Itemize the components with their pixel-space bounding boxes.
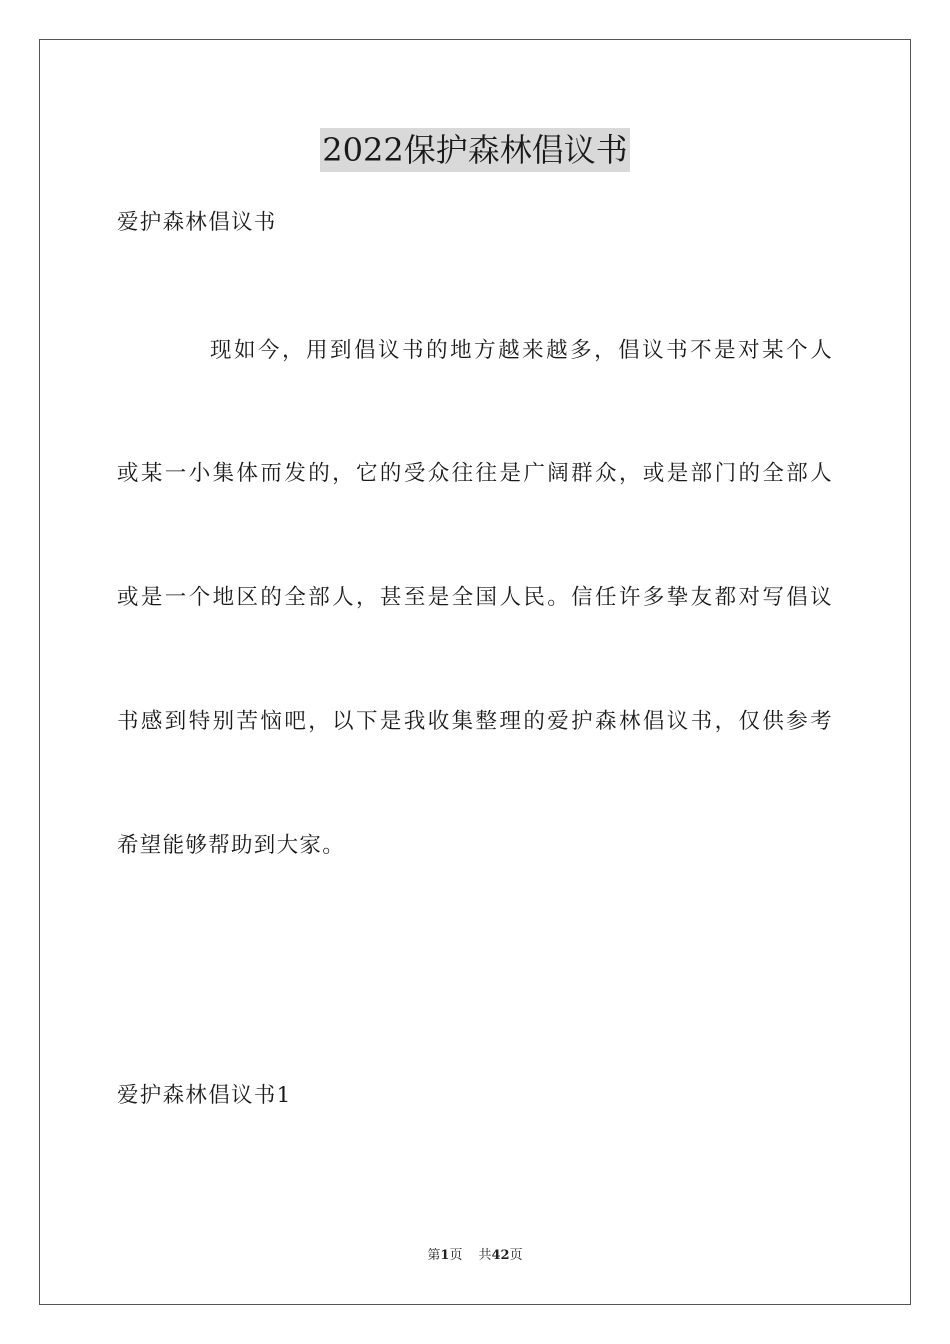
footer-total-suffix: 页 [509, 1248, 523, 1263]
document-title [0, 128, 950, 172]
footer-total-prefix: 共 [478, 1248, 492, 1263]
section-heading: 爱护森林倡议书1 [117, 1083, 292, 1108]
paragraph-line-5: 希望能够帮助到大家。 [117, 833, 346, 858]
footer-page-suffix: 页 [449, 1248, 463, 1263]
paragraph-line-1: 现如今，用到倡议书的地方越来越多，倡议书不是对某个人 [210, 338, 833, 363]
document-title-text: 2022保护森林倡议书 [320, 128, 629, 172]
footer-page-number: 1 [440, 1248, 450, 1263]
paragraph-line-2: 或某一小集体而发的，它的受众往往是广阔群众，或是部门的全部人 [117, 461, 833, 486]
footer-total-pages: 42 [491, 1248, 510, 1263]
page-footer [0, 1247, 950, 1265]
footer-page-prefix: 第 [427, 1248, 441, 1263]
document-subtitle: 爱护森林倡议书 [117, 210, 277, 235]
paragraph-line-3: 或是一个地区的全部人，甚至是全国人民。信任许多挚友都对写倡议 [117, 585, 833, 610]
paragraph-line-4: 书感到特别苦恼吧，以下是我收集整理的爱护森林倡议书，仅供参考 [117, 709, 833, 734]
